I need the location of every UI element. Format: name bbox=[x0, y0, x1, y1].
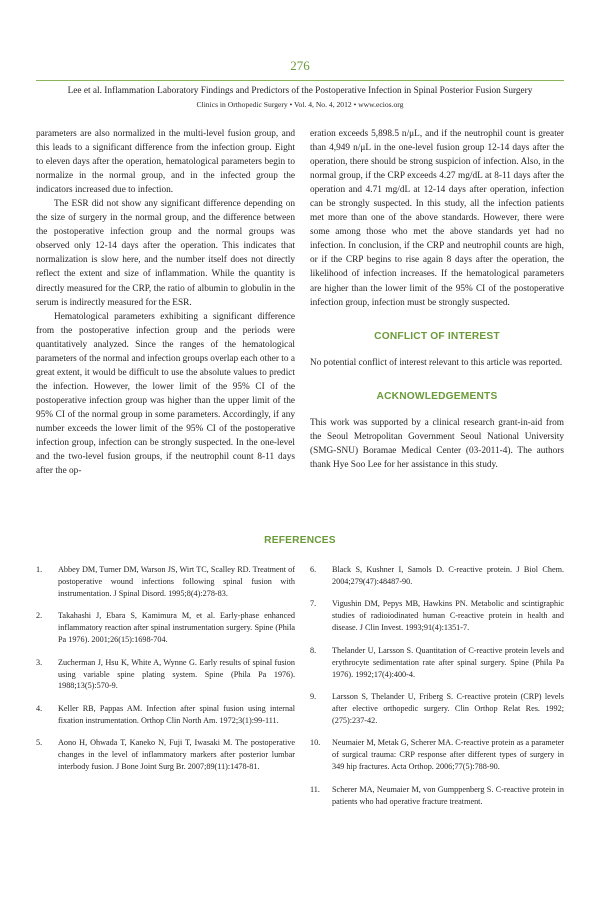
reference-text: Keller RB, Pappas AM. Infection after spinal fusion using internal fixation instrumentation. Orthop Clin North Am. 1972;3(1):99-111. bbox=[58, 703, 295, 725]
reference-text: Neumaier M, Metak G, Scherer MA. C-reactive protein as a parameter of surgical trauma: CRP response after different types of surgery in 349 hip fractures. Acta Orthop. 2006;77(5):788-90. bbox=[332, 738, 564, 772]
reference-text: Larsson S, Thelander U, Friberg S. C-reactive protein (CRP) levels after elective orthopedic surgery. Clin Orthop Relat Res. 1992;(275):237-42. bbox=[332, 692, 564, 725]
reference-number: 5. bbox=[36, 738, 43, 748]
reference-number: 4. bbox=[36, 703, 43, 713]
reference-number: 3. bbox=[36, 657, 43, 667]
reference-item bbox=[36, 737, 295, 773]
reference-text: Thelander U, Larsson S. Quantitation of C-reactive protein levels and erythrocyte sedimentation rate after spinal surgery. Spine (Phila Pa 1976). 1992;17(4):400-4. bbox=[332, 645, 564, 679]
reference-number: 1. bbox=[36, 565, 43, 574]
reference-text: Black S, Kushner I, Samols D. C-reactive protein. J Biol Chem. 2004;279(47):48487-90. bbox=[332, 565, 564, 586]
reference-number: 7. bbox=[310, 599, 317, 609]
body-paragraph: Hematological parameters exhibiting a significant difference from the postoperative infection group and the periods were quantitatively analyzed. Since the ranges of the hematological parameters of the normal and infection groups overlap each other to a great extent, it would be difficult to use the absolute values to predict the infection. However, the lower limit of the 95% CI of the postoperative infection group was higher than the upper limit of the 95% CI of the normal group in some parameters. Accordingly, if any number exceeds the lower limit of the 95% CI of the postoperative infection group, infection can be strongly suspected. In the one-level and the two-level fusion groups, if the neutrophil count 8-11 days after the op- bbox=[36, 311, 295, 477]
body-paragraph: The ESR did not show any significant difference depending on the size of surgery in the normal group, and the difference between the postoperative infection group and the normal groups was observed only 12-14 days after the operation. This indicates that normalization is slow here, and the number itself does not directly reflect the extent and size of inflammation. While the quantity is directly measured for the CRP, the ratio of albumin to globulin in the serum is indirectly measured for the ESR. bbox=[36, 199, 295, 308]
reference-item bbox=[310, 784, 564, 808]
conflict-heading: CONFLICT OF INTEREST bbox=[374, 330, 500, 342]
reference-item bbox=[36, 564, 295, 600]
running-title: Lee et al. Inflammation Laboratory Findings and Predictors of the Postoperative Infection in Spinal Posterior Fusion Surgery bbox=[67, 86, 533, 96]
reference-item bbox=[310, 737, 564, 773]
references-heading: REFERENCES bbox=[264, 535, 336, 546]
header-rule bbox=[36, 80, 564, 81]
reference-item bbox=[36, 703, 295, 727]
acknowledgements-heading: ACKNOWLEDGEMENTS bbox=[376, 390, 498, 402]
reference-number: 9. bbox=[310, 692, 317, 702]
reference-text: Aono H, Ohwada T, Kaneko N, Fuji T, Iwasaki M. The postoperative changes in the level of inflammatory markers after posterior lumbar interbody fusion. J Bone Joint Surg Br. 2007;89(11):1478-81. bbox=[58, 738, 295, 772]
right-column bbox=[310, 127, 564, 472]
reference-number: 10. bbox=[310, 738, 321, 748]
reference-item bbox=[310, 645, 564, 681]
reference-number: 8. bbox=[310, 645, 317, 655]
reference-text: Abbey DM, Turner DM, Warson JS, Wirt TC, Scalley RD. Treatment of postoperative wound infections following spinal fusion with instrumentation. J Spinal Disord. 1995;8(4):278-83. bbox=[58, 565, 295, 598]
body-paragraph: eration exceeds 5,898.5 n/μL, and if the neutrophil count is greater than 4,949 n/μL in the one-level fusion group 12-14 days after the operation, there should be strong suspicion of infection. Also, in the normal group, if the CRP exceeds 4.27 mg/dL at 8-11 days after the operation and 4.71 mg/dL at 12-14 days after operation, infection can be strongly suspected. In this study, all the infection patients met more than one of the above standards. However, there were some among those who met the above standards yet had no infection. In conclusion, if the CRP and neutrophil counts are high, or if the CRP begins to rise again 8 days after the operation, the likelihood of infection increases. If the hematological parameters are higher than the lower limit of the 95% CI of the postoperative infection group, infection must be strongly suspected. bbox=[310, 129, 564, 308]
reference-number: 6. bbox=[310, 565, 317, 574]
references-right-column bbox=[310, 564, 564, 818]
conflict-text: No potential conflict of interest relevant to this article was reported. bbox=[310, 357, 563, 368]
reference-item bbox=[36, 657, 295, 693]
reference-text: Zucherman J, Hsu K, White A, Wynne G. Early results of spinal fusion using variable spine plating system. Spine (Phila Pa 1976). 1988;13(5):570-9. bbox=[58, 657, 295, 691]
reference-item bbox=[310, 598, 564, 634]
page-number: 276 bbox=[290, 58, 310, 73]
reference-text: Vigushin DM, Pepys MB, Hawkins PN. Metabolic and scintigraphic studies of radioiodinated human C-reactive protein in health and disease. J Clin Invest. 1993;91(4):1351-7. bbox=[332, 599, 564, 633]
reference-text: Scherer MA, Neumaier M, von Gumppenberg S. C-reactive protein in patients who had operative fracture treatment. bbox=[332, 784, 564, 806]
left-column bbox=[36, 127, 295, 478]
reference-item bbox=[310, 564, 564, 588]
reference-item bbox=[310, 691, 564, 727]
reference-text: Takahashi J, Ebara S, Kamimura M, et al. Early-phase enhanced inflammatory reaction after spinal instrumentation surgery. Spine (Phila Pa 1976). 2001;26(15):1698-704. bbox=[58, 611, 295, 645]
acknowledgements-text: This work was supported by a clinical research grant-in-aid from the Seoul Metropolitan Government Seoul National University (SMG-SNU) Boramae Medical Center (03-2011-4). The authors thank Hye Soo Lee for her assistance in this study. bbox=[310, 417, 564, 470]
body-paragraph: parameters are also normalized in the multi-level fusion group, and this leads to a significant difference from the infection group. Eight to eleven days after the operation, hematological parameters begin to normalize in the normal group, and in the infected group the indicators increased due to infection. bbox=[36, 129, 295, 196]
running-subtitle: Clinics in Orthopedic Surgery • Vol. 4, No. 4, 2012 • www.ecios.org bbox=[196, 100, 404, 109]
references-left-column bbox=[36, 564, 295, 784]
reference-item bbox=[36, 610, 295, 646]
reference-number: 2. bbox=[36, 611, 43, 621]
reference-number: 11. bbox=[310, 784, 320, 794]
